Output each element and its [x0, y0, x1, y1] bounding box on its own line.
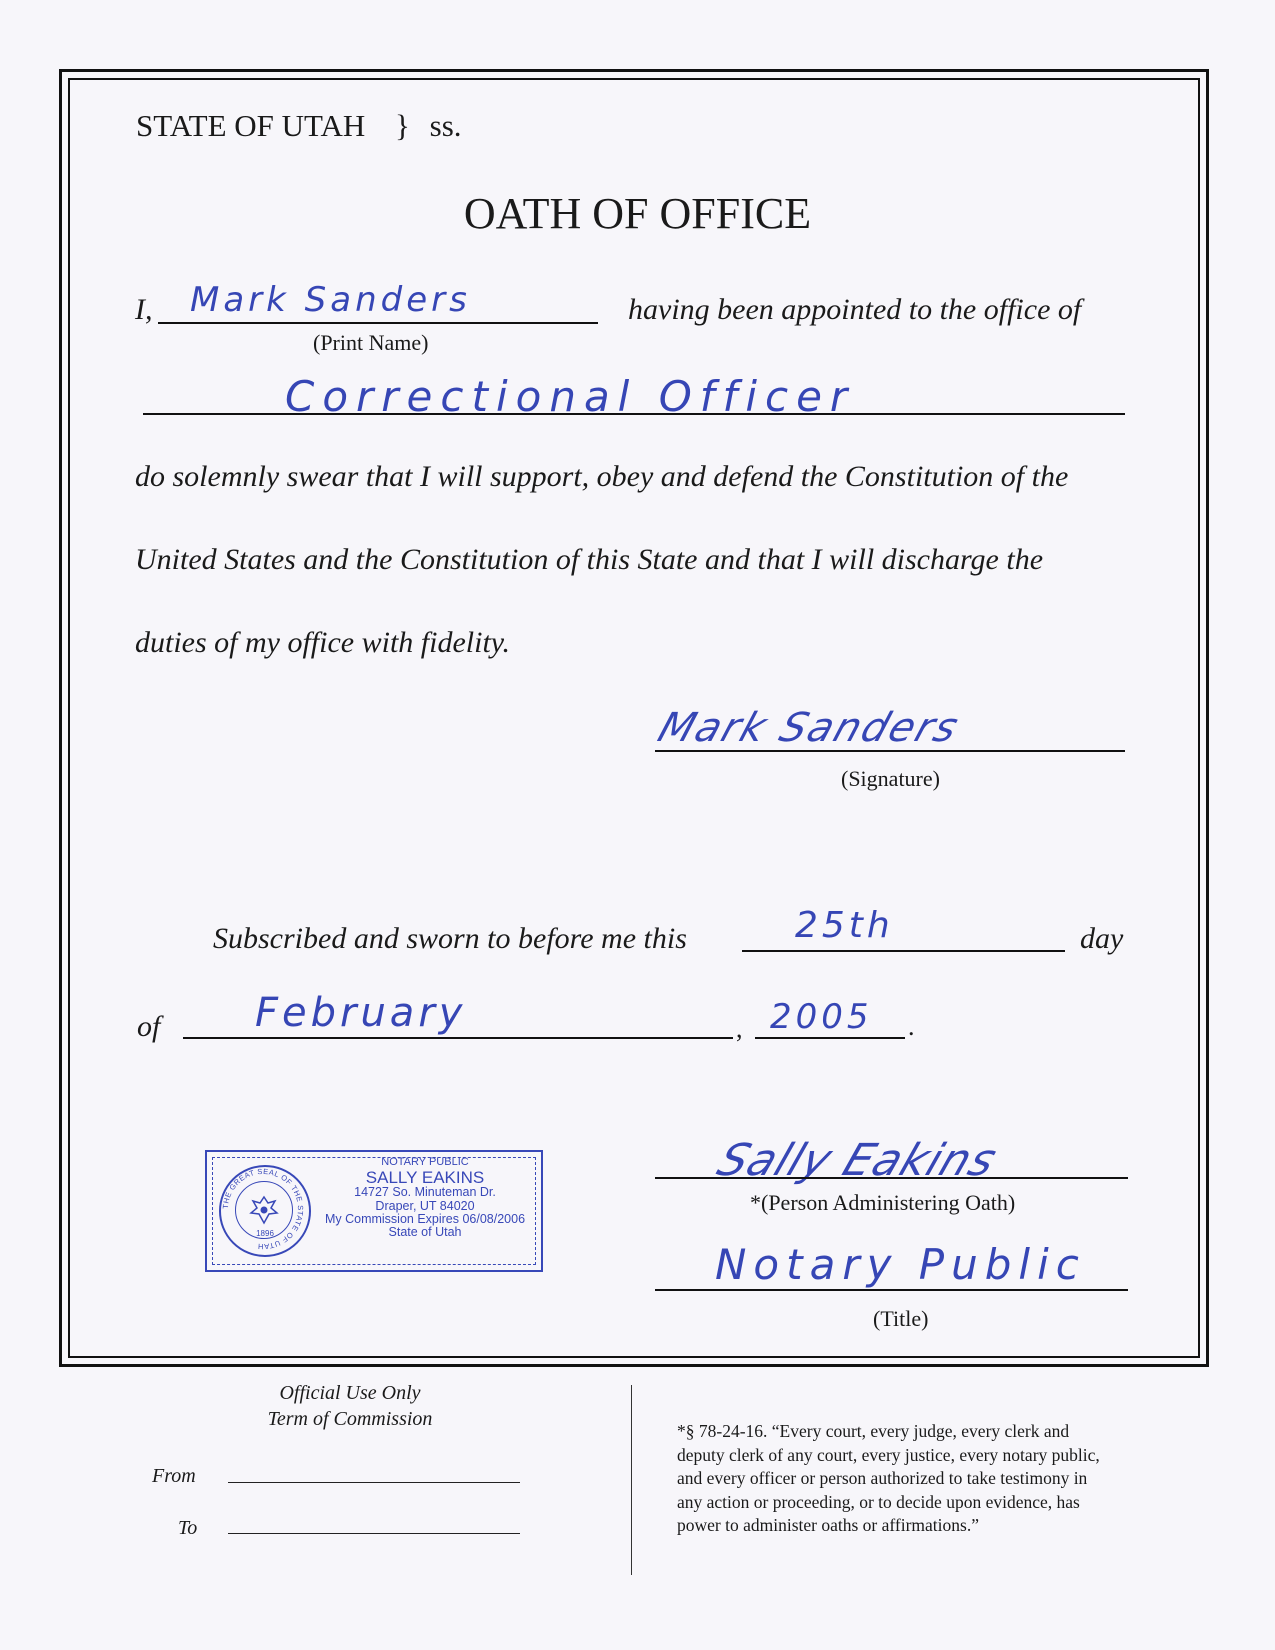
- footnote-line-4: any action or proceeding, or to decide upon evidence, has: [677, 1491, 1080, 1512]
- ss-label: ss.: [429, 108, 462, 143]
- footer-divider: [631, 1385, 632, 1575]
- administrator-caption: *(Person Administering Oath): [750, 1190, 1016, 1215]
- name-line: [158, 322, 598, 324]
- oath-line-3: duties of my office with fidelity.: [135, 626, 510, 659]
- footnote-line-2: deputy clerk of any court, every justice, every notary public,: [677, 1444, 1100, 1465]
- term-of-commission-heading: Term of Commission: [267, 1408, 433, 1430]
- footnote-line-1: *§ 78-24-16. “Every court, every judge, every clerk and: [677, 1421, 1070, 1441]
- from-field-line[interactable]: [228, 1482, 520, 1483]
- footnote-line-3: and every officer or person authorized to take testimony in: [677, 1468, 1088, 1488]
- administrator-signature-line: [655, 1177, 1128, 1179]
- footnote-line-5: power to administer oaths or affirmations.”: [677, 1515, 979, 1535]
- oath-line-1: do solemnly swear that I will support, obey and defend the Constitution of the: [135, 460, 1069, 493]
- office-line: [143, 413, 1125, 415]
- month-handwritten: February: [255, 990, 467, 1036]
- eagle-icon: [247, 1193, 281, 1227]
- administrator-signature-handwritten: Sally Eakins: [710, 1135, 1004, 1186]
- stamp-line-5: My Commission Expires 06/08/2006: [324, 1211, 526, 1226]
- title-caption: (Title): [873, 1306, 929, 1331]
- stamp-line-3: 14727 So. Minuteman Dr.: [354, 1185, 496, 1200]
- document-title: OATH OF OFFICE: [463, 189, 812, 238]
- official-use-heading: Official Use Only: [279, 1382, 421, 1404]
- signature-line: [655, 750, 1125, 752]
- of-word: of: [137, 1010, 161, 1043]
- stamp-text-block: [315, 1157, 535, 1239]
- stamp-line-1: NOTARY PUBLIC: [381, 1156, 469, 1168]
- notary-stamp: [205, 1150, 543, 1272]
- state-heading: [136, 108, 462, 144]
- to-field-line[interactable]: [228, 1533, 520, 1534]
- year-line: [755, 1037, 905, 1039]
- print-name-caption: (Print Name): [313, 330, 429, 355]
- stamp-line-2: SALLY EAKINS: [365, 1167, 485, 1187]
- period: .: [908, 1012, 915, 1041]
- state-seal-icon: [219, 1165, 311, 1257]
- stamp-line-4: Draper, UT 84020: [375, 1198, 475, 1213]
- title-handwritten: Notary Public: [715, 1240, 1086, 1289]
- to-label: To: [178, 1517, 198, 1539]
- statute-footnote: [677, 1420, 1100, 1538]
- seal-year: 1896: [256, 1229, 274, 1238]
- state-line: STATE OF UTAH: [136, 108, 366, 143]
- title-line: [655, 1289, 1128, 1291]
- signature-caption: (Signature): [841, 766, 940, 791]
- day-word: day: [1080, 922, 1124, 955]
- from-label: From: [152, 1465, 196, 1487]
- stamp-line-6: State of Utah: [388, 1224, 462, 1239]
- printed-name-handwritten: Mark Sanders: [190, 280, 471, 320]
- comma: ,: [736, 1014, 743, 1043]
- signature-handwritten: Mark Sanders: [652, 705, 966, 751]
- day-line: [742, 950, 1065, 952]
- day-handwritten: 25th: [795, 905, 894, 946]
- office-handwritten: Correctional Officer: [285, 372, 856, 421]
- subscribed-text: Subscribed and sworn to before me this: [213, 922, 687, 955]
- seal-text: THE GREAT SEAL OF THE STATE OF UTAH: [220, 1166, 306, 1252]
- i-prefix: I,: [135, 293, 153, 326]
- year-handwritten: 2005: [770, 997, 873, 1037]
- brace: }: [395, 108, 410, 143]
- appointed-text: having been appointed to the office of: [628, 293, 1082, 326]
- month-line: [183, 1037, 733, 1039]
- oath-line-2: United States and the Constitution of this State and that I will discharge the: [135, 543, 1044, 576]
